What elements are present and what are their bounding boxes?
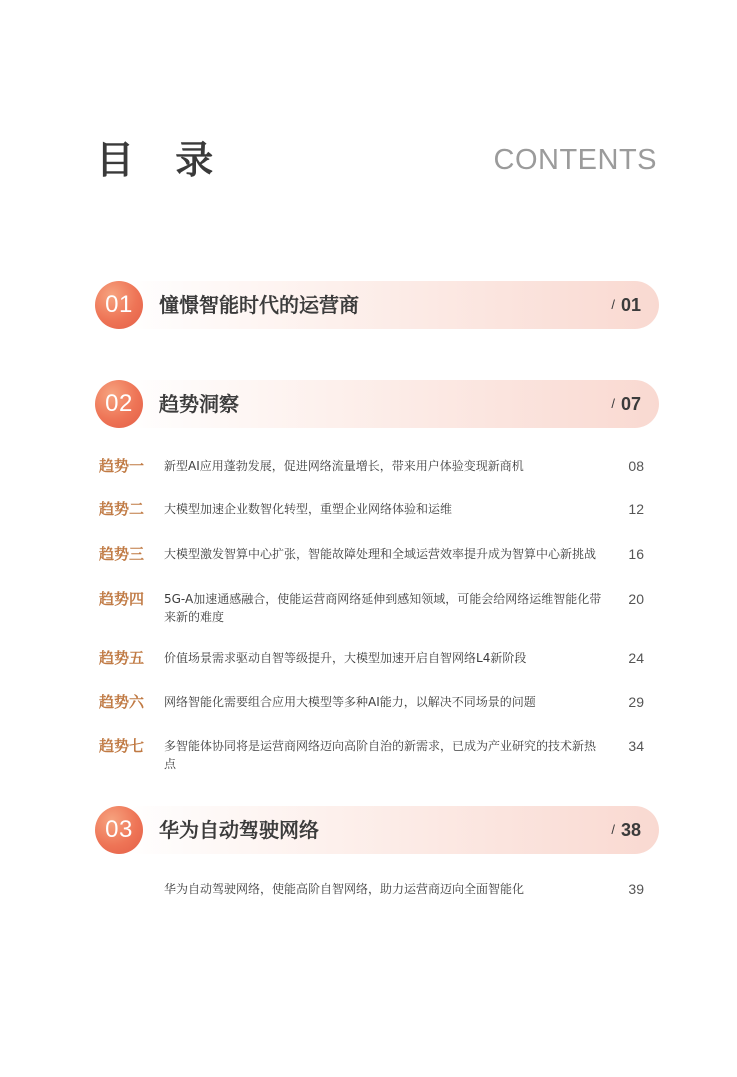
- section-page-number: 38: [620, 820, 641, 840]
- entry-text: 新型AI应用蓬勃发展，促进网络流量增长，带来用户体验变现新商机: [164, 459, 524, 473]
- section-01[interactable]: [95, 281, 659, 329]
- section-number-badge: 02: [95, 380, 143, 428]
- trend-label: 趋势四: [99, 590, 145, 608]
- section-title: 华为自动驾驶网络: [159, 818, 319, 842]
- contents-heading: CONTENTS: [493, 144, 657, 176]
- page-title: 目 录: [96, 138, 228, 182]
- entry-page: 12: [628, 501, 644, 517]
- section-title: 憧憬智能时代的运营商: [159, 293, 359, 317]
- trend-label: 趋势三: [99, 545, 145, 563]
- entry-page: 29: [628, 694, 644, 710]
- trend-label: 趋势一: [99, 457, 145, 475]
- section-page-number: 01: [620, 295, 641, 315]
- slash-separator: /: [611, 297, 615, 312]
- entry-text: 5G-A加速通感融合，使能运营商网络延伸到感知领域，可能会给网络运维智能化带来新的难度: [164, 592, 602, 624]
- section-03[interactable]: [95, 806, 659, 854]
- section-number-badge: 03: [95, 806, 143, 854]
- entry-page: 16: [628, 546, 644, 562]
- trend-label: 趋势六: [99, 693, 145, 711]
- entry-text: 华为自动驾驶网络，使能高阶自智网络，助力运营商迈向全面智能化: [164, 882, 525, 896]
- section-page: [611, 380, 641, 430]
- section-page-number: 07: [620, 394, 641, 414]
- trend-label: 趋势二: [99, 500, 145, 518]
- slash-separator: /: [611, 396, 615, 411]
- trend-label: 趋势七: [99, 737, 145, 755]
- entry-text: 大模型加速企业数智化转型，重塑企业网络体验和运维: [164, 502, 453, 516]
- slash-separator: /: [611, 822, 615, 837]
- entry-text: 价值场景需求驱动自智等级提升，大模型加速开启自智网络L4新阶段: [164, 651, 527, 665]
- entry-text: 多智能体协同将是运营商网络迈向高阶自治的新需求，已成为产业研究的技术新热点: [164, 739, 597, 771]
- entry-page: 08: [628, 458, 644, 474]
- section-number-badge: 01: [95, 281, 143, 329]
- entry-text: 大模型激发智算中心扩张，智能故障处理和全域运营效率提升成为智算中心新挑战: [164, 547, 597, 561]
- section-page: [611, 281, 641, 331]
- section-title: 趋势洞察: [159, 392, 239, 416]
- trend-label: 趋势五: [99, 649, 145, 667]
- entry-page: 20: [628, 591, 644, 607]
- section-page: [611, 806, 641, 856]
- entry-page: 24: [628, 650, 644, 666]
- section-02[interactable]: [95, 380, 659, 428]
- entry-page: 34: [628, 738, 644, 754]
- entry-text: 网络智能化需要组合应用大模型等多种AI能力，以解决不同场景的问题: [164, 695, 536, 709]
- entry-page: 39: [628, 881, 644, 897]
